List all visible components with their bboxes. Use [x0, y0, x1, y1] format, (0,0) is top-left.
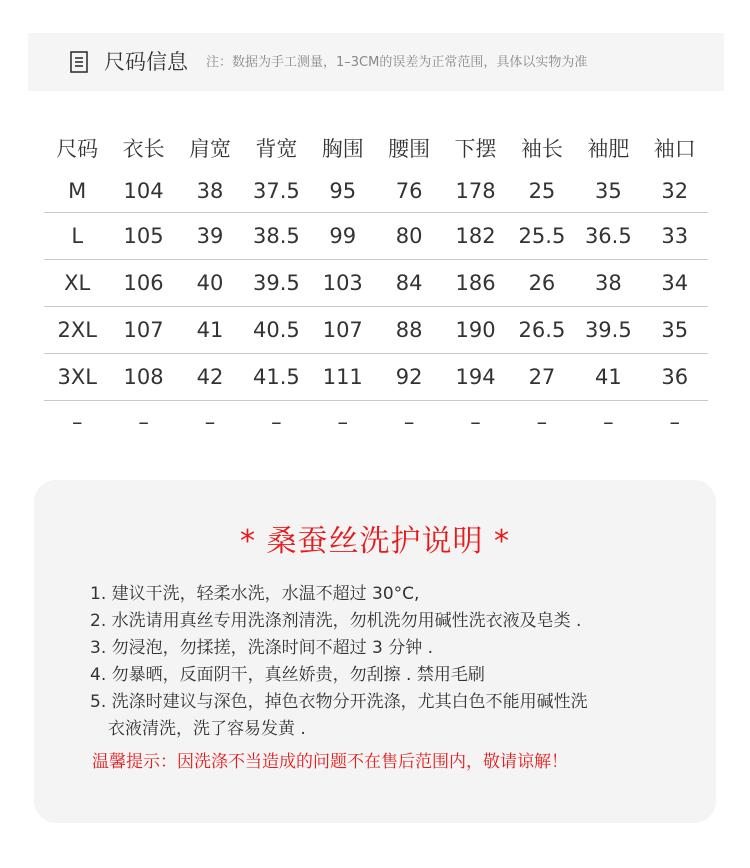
table-cell: – [337, 410, 348, 434]
table-cell: – [669, 410, 680, 434]
table-cell: 2XL [57, 318, 97, 342]
table-cell: 39.5 [584, 318, 632, 342]
table-cell: – [603, 410, 614, 434]
table-row [44, 307, 708, 354]
table-cell: 186 [455, 271, 496, 295]
warm-tip: 温馨提示：因洗涤不当造成的问题不在售后范围内，敬请谅解！ [92, 752, 568, 772]
table-cell: 41 [594, 365, 622, 389]
table-cell: 26 [528, 271, 556, 295]
table-cell: – [470, 410, 481, 434]
col-header-size: 尺码 [56, 137, 99, 161]
care-item: 4. 勿暴晒，反面阴干，真丝娇贵，勿刮擦 . 禁用毛刷 [90, 665, 485, 685]
table-cell: – [403, 410, 415, 434]
table-cell: 88 [395, 318, 423, 342]
table-cell: 38 [196, 179, 224, 203]
size-table [44, 126, 708, 443]
care-instructions-panel [34, 480, 716, 823]
table-cell: 178 [455, 179, 496, 203]
table-cell: 37.5 [252, 179, 300, 203]
table-cell: 103 [322, 271, 363, 295]
table-cell: 42 [196, 365, 224, 389]
table-cell: 76 [395, 179, 423, 203]
table-cell: 80 [395, 224, 423, 248]
measurement-note: 注：数据为手工测量，1–3CM的误差为正常范围，具体以实物为准 [206, 55, 588, 70]
table-cell: 25.5 [518, 224, 566, 248]
table-cell: 40 [196, 271, 224, 295]
table-cell: 95 [329, 179, 357, 203]
table-cell: 106 [123, 271, 164, 295]
care-item: 1. 建议干洗，轻柔水洗，水温不超过 30°C, [90, 584, 420, 604]
size-info-title: 尺码信息 [104, 50, 188, 74]
table-cell: M [68, 179, 87, 203]
care-item-text: 5. 洗涤时建议与深色，掉色衣物分开洗涤，尤其白色不能用碱性洗 [90, 692, 588, 712]
table-cell: – [204, 410, 216, 434]
document-list-icon [70, 51, 88, 73]
table-cell: 39.5 [252, 271, 300, 295]
table-cell: 27 [528, 365, 556, 389]
table-row [44, 260, 708, 307]
care-item [90, 689, 690, 743]
col-header-waist: 腰围 [388, 137, 431, 161]
care-item-continued: 衣液清洗，洗了容易发黄 . [108, 719, 306, 739]
table-cell: 84 [395, 271, 423, 295]
table-cell: 33 [661, 224, 689, 248]
table-cell: 108 [123, 365, 164, 389]
care-list [90, 581, 690, 743]
size-info-header [28, 33, 724, 91]
table-cell: 194 [455, 365, 496, 389]
table-cell: 38 [594, 271, 622, 295]
table-cell: 36 [661, 365, 689, 389]
table-cell: 107 [322, 318, 363, 342]
col-header-chest: 胸围 [321, 137, 364, 161]
col-header-shoulder: 肩宽 [188, 137, 231, 161]
table-cell: 92 [395, 365, 423, 389]
table-cell: 107 [123, 318, 164, 342]
table-cell: L [71, 224, 84, 248]
table-cell: 111 [322, 365, 363, 389]
table-cell: 99 [329, 224, 357, 248]
table-cell: 3XL [57, 365, 97, 389]
table-cell: 190 [455, 318, 496, 342]
table-cell: 105 [123, 224, 164, 248]
table-cell: – [536, 410, 548, 434]
col-header-sleeve-length: 袖长 [520, 137, 563, 161]
table-cell: – [138, 410, 149, 434]
table-cell: 34 [661, 271, 689, 295]
table-row [44, 213, 708, 260]
table-cell: 40.5 [252, 318, 300, 342]
care-item: 2. 水洗请用真丝专用洗涤剂清洗，勿机洗勿用碱性洗衣液及皂类 . [90, 611, 582, 631]
col-header-hem: 下摆 [454, 137, 497, 161]
table-cell: 41 [196, 318, 224, 342]
table-cell: 38.5 [252, 224, 300, 248]
table-header-row [44, 126, 708, 170]
col-header-length: 衣长 [122, 137, 165, 161]
col-header-sleeve-width: 袖肥 [587, 137, 630, 161]
table-cell: 25 [528, 179, 556, 203]
table-cell: 35 [661, 318, 689, 342]
col-header-back-width: 背宽 [255, 137, 298, 161]
care-title: * 桑蚕丝洗护说明 * [239, 524, 511, 559]
table-cell: 39 [196, 224, 224, 248]
table-cell: 32 [661, 179, 689, 203]
table-cell: 35 [594, 179, 622, 203]
table-cell: 41.5 [252, 365, 300, 389]
table-row [44, 170, 708, 213]
col-header-cuff: 袖口 [653, 137, 696, 161]
table-cell: XL [64, 271, 91, 295]
table-cell: 104 [123, 179, 164, 203]
table-row [44, 354, 708, 401]
table-cell: 182 [455, 224, 496, 248]
table-row [44, 401, 708, 444]
table-cell: – [71, 410, 83, 434]
table-cell: 26.5 [518, 318, 566, 342]
table-cell: 36.5 [584, 224, 632, 248]
care-item: 3. 勿浸泡，勿揉搓，洗涤时间不超过 3 分钟 . [90, 638, 434, 658]
table-cell: – [271, 410, 282, 434]
